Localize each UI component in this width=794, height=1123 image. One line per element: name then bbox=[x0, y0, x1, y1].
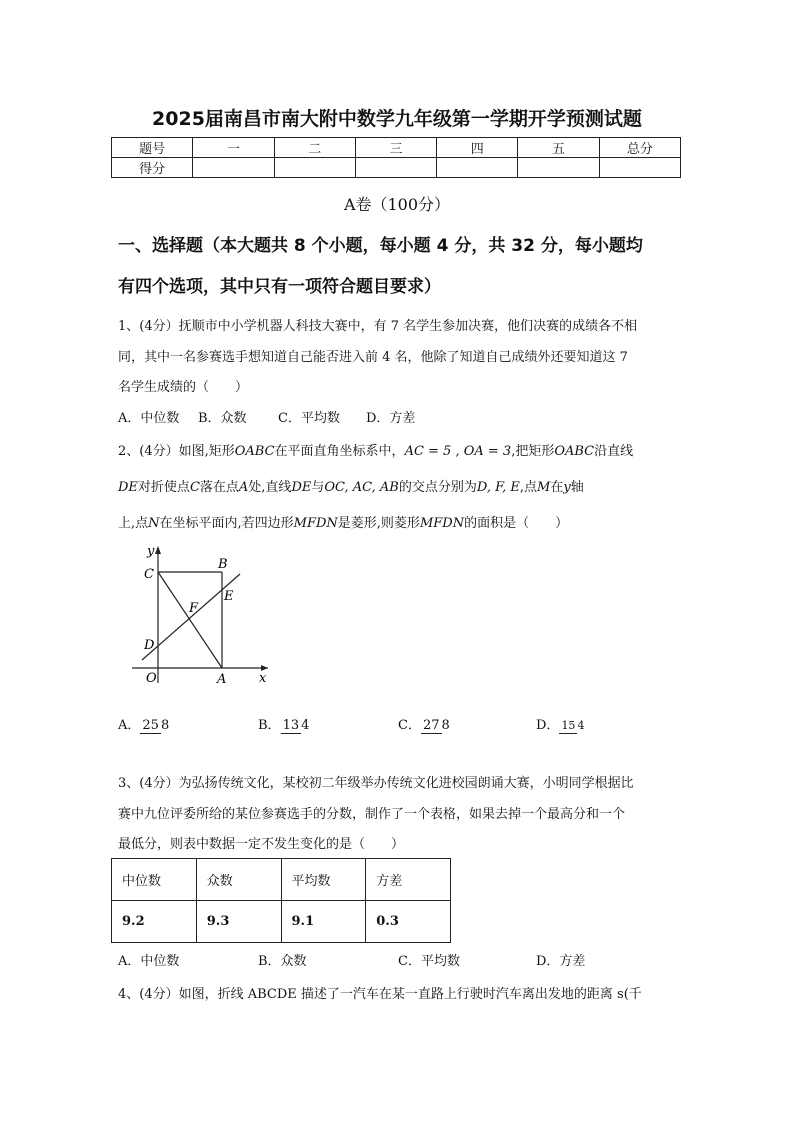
q2-math: AC = 5 , OA = 3 bbox=[404, 444, 512, 459]
score-cell bbox=[437, 158, 518, 178]
score-header-cell: 五 bbox=[518, 138, 599, 158]
label-x: x bbox=[259, 671, 267, 686]
option-label: D． bbox=[536, 718, 560, 733]
option-label: B． bbox=[258, 718, 281, 733]
q2-line2 bbox=[118, 476, 584, 495]
q2-option-a bbox=[118, 714, 258, 734]
q2-text: 的交点分别为 bbox=[398, 480, 477, 495]
q3-data-table bbox=[111, 858, 451, 943]
q3-line3: 最低分，则表中数据一定不发生变化的是（ ） bbox=[118, 837, 405, 852]
q2-math: N bbox=[148, 516, 160, 531]
score-table-row bbox=[112, 158, 681, 178]
q3-table-header: 众数 bbox=[196, 859, 281, 901]
q2-text: 轴 bbox=[570, 480, 584, 495]
numerator: 15 bbox=[561, 718, 576, 732]
rectangle-figure bbox=[118, 538, 278, 690]
q3-option-b: B．众数 bbox=[258, 954, 307, 969]
q2-text: 处,直线 bbox=[248, 480, 292, 495]
score-row-label: 得分 bbox=[112, 158, 193, 178]
q2-text: 的面积是（ ） bbox=[464, 516, 569, 531]
q2-text: ,点 bbox=[519, 480, 537, 495]
q2-math: OABC bbox=[234, 444, 275, 459]
q2-text: 在平面直角坐标系中， bbox=[274, 444, 405, 459]
q2-option-c bbox=[398, 714, 536, 734]
q2-options bbox=[118, 714, 584, 734]
q1-line3: 名学生成绩的（ ） bbox=[118, 380, 249, 395]
q2-math: MFDN bbox=[293, 516, 338, 531]
label-y: y bbox=[147, 544, 155, 559]
score-header-cell: 二 bbox=[274, 138, 355, 158]
q2-line1 bbox=[118, 440, 633, 459]
volume-a-heading: A卷（100分） bbox=[343, 195, 451, 214]
label-b: B bbox=[218, 557, 228, 572]
label-e: E bbox=[224, 589, 234, 604]
fraction bbox=[421, 718, 450, 734]
q2-math: MFDN bbox=[419, 516, 465, 531]
q2-math: C bbox=[189, 480, 200, 495]
q2-text: 在 bbox=[550, 480, 564, 495]
q3-options bbox=[118, 950, 585, 969]
diagonal-ca bbox=[158, 572, 222, 668]
numerator: 25 bbox=[142, 717, 159, 733]
score-cell bbox=[355, 158, 436, 178]
q3-table-header: 平均数 bbox=[281, 859, 366, 901]
score-header-cell: 三 bbox=[355, 138, 436, 158]
q1-option-c: C．平均数 bbox=[278, 411, 340, 426]
fraction bbox=[281, 718, 310, 734]
q2-text: ,把矩形 bbox=[511, 444, 555, 459]
fold-line-de bbox=[142, 574, 240, 660]
q2-math: DE bbox=[118, 480, 138, 495]
q2-text: 落在点 bbox=[199, 480, 239, 495]
q2-line3 bbox=[118, 512, 568, 531]
q2-math: D, F, E bbox=[476, 480, 520, 495]
label-c: C bbox=[144, 567, 154, 582]
q2-text: 对折使点 bbox=[137, 480, 190, 495]
q1-options bbox=[118, 407, 415, 426]
q2-text: 是菱形,则菱形 bbox=[337, 516, 420, 531]
q2-text: 在坐标平面内,若四边形 bbox=[159, 516, 294, 531]
q3-table-value: 9.3 bbox=[196, 901, 281, 943]
y-axis-arrow bbox=[155, 546, 161, 554]
score-table bbox=[111, 137, 681, 178]
fraction bbox=[140, 718, 169, 734]
option-label: A． bbox=[118, 718, 141, 733]
score-header-cell: 一 bbox=[193, 138, 274, 158]
section1-heading-line2: 有四个选项，其中只有一项符合题目要求） bbox=[118, 277, 441, 297]
q2-math: OC, AC, AB bbox=[324, 480, 399, 495]
q3-option-c: C．平均数 bbox=[398, 954, 460, 969]
score-cell bbox=[193, 158, 274, 178]
q3-table-value: 9.1 bbox=[281, 901, 366, 943]
score-header-cell: 总分 bbox=[599, 138, 680, 158]
score-header-cell: 四 bbox=[437, 138, 518, 158]
label-d: D bbox=[144, 638, 155, 653]
label-f: F bbox=[189, 601, 199, 616]
label-a: A bbox=[217, 672, 227, 687]
q2-text: 沿直线 bbox=[594, 444, 634, 459]
numerator: 13 bbox=[282, 717, 300, 733]
q2-math: M bbox=[537, 480, 551, 495]
score-header-cell: 题号 bbox=[112, 138, 193, 158]
denominator: 8 bbox=[441, 717, 450, 733]
q3-line2: 赛中九位评委所给的某位参赛选手的分数，制作了一个表格，如果去掉一个最高分和一个 bbox=[118, 807, 626, 822]
denominator: 4 bbox=[577, 718, 585, 732]
q3-table-value: 9.2 bbox=[112, 901, 197, 943]
section1-heading-line1: 一、选择题（本大题共 8 个小题，每小题 4 分，共 32 分，每小题均 bbox=[118, 236, 643, 256]
q1-option-d: D．方差 bbox=[366, 411, 416, 426]
score-cell bbox=[518, 158, 599, 178]
q1-line2: 同，其中一名参赛选手想知道自己能否进入前 4 名，他除了知道自己成绩外还要知道这 7 bbox=[118, 350, 628, 365]
q2-math: A bbox=[238, 480, 249, 495]
q4-line1: 4、(4分）如图，折线 ABCDE 描述了一汽车在某一直路上行驶时汽车离出发地的距离 s(千 bbox=[118, 987, 642, 1002]
q2-text: 2、(4分）如图,矩形 bbox=[118, 444, 235, 459]
score-cell bbox=[274, 158, 355, 178]
score-cell bbox=[599, 158, 680, 178]
q1-option-b: B．众数 bbox=[198, 411, 247, 426]
q2-math: OABC bbox=[554, 444, 595, 459]
q2-option-b bbox=[258, 714, 398, 734]
q3-table-header: 中位数 bbox=[112, 859, 197, 901]
denominator: 4 bbox=[301, 717, 310, 733]
label-o: O bbox=[146, 671, 157, 686]
q3-table-header: 方差 bbox=[366, 859, 451, 901]
q2-math: DE bbox=[291, 480, 312, 495]
numerator: 27 bbox=[422, 717, 440, 733]
q3-table-row bbox=[112, 901, 451, 943]
q2-text: 上,点 bbox=[118, 516, 149, 531]
score-table-header-row bbox=[112, 138, 681, 158]
q1-option-a: A．中位数 bbox=[118, 411, 180, 426]
q3-option-d: D．方差 bbox=[536, 954, 586, 969]
option-label: C． bbox=[398, 718, 421, 733]
q2-text: 与 bbox=[311, 480, 325, 495]
q2-option-d bbox=[536, 714, 584, 734]
q3-table-value: 0.3 bbox=[366, 901, 451, 943]
fraction bbox=[559, 718, 584, 734]
q3-table-header-row bbox=[112, 859, 451, 901]
q2-math: y bbox=[563, 480, 571, 495]
page-title: 2025届南昌市南大附中数学九年级第一学期开学预测试题 bbox=[152, 108, 642, 130]
denominator: 8 bbox=[160, 717, 170, 733]
q1-line1: 1、(4分）抚顺市中小学机器人科技大赛中，有 7 名学生参加决赛，他们决赛的成绩各不相 bbox=[118, 319, 638, 334]
q3-option-a: A．中位数 bbox=[118, 954, 180, 969]
q3-line1: 3、(4分）为弘扬传统文化，某校初二年级举办传统文化进校园朗诵大赛，小明同学根据比 bbox=[118, 776, 634, 791]
